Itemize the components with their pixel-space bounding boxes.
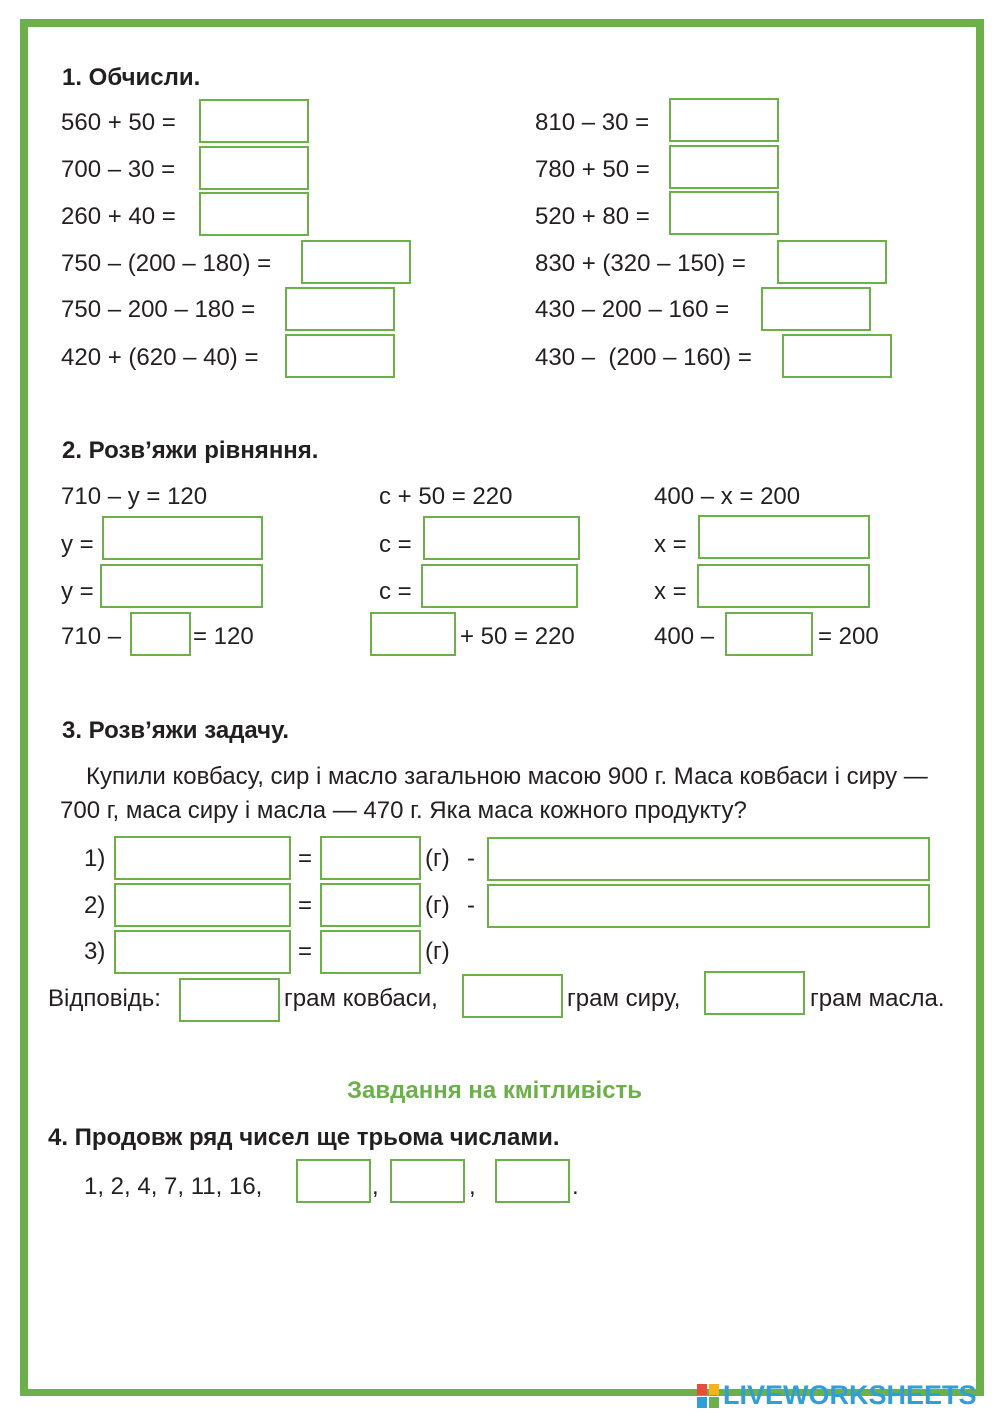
step1-expression-box[interactable] (114, 836, 291, 880)
task1-right-expr-1: 810 – 30 = (535, 109, 650, 136)
task1-left-expr-1: 560 + 50 = (61, 109, 176, 136)
answer-cheese-box[interactable] (462, 974, 563, 1018)
step1-number: 1) (84, 845, 106, 872)
eq1-check-box[interactable] (130, 612, 191, 656)
step2-equals: = (298, 892, 313, 919)
answer-sausage-box[interactable] (179, 978, 280, 1022)
task1-left-expr-5: 750 – 200 – 180 = (61, 296, 256, 323)
answer-butter-text: грам масла. (810, 985, 945, 1012)
eq1-answer-box-2[interactable] (100, 564, 263, 608)
eq3-var-label-1: x = (654, 531, 687, 558)
bonus-title: Завдання на кмітливість (347, 1077, 643, 1104)
answer-box-1-5[interactable] (285, 287, 395, 331)
task1-left-expr-2: 700 – 30 = (61, 156, 176, 183)
sequence-sep-2: , (469, 1173, 476, 1200)
eq3-var-label-2: x = (654, 578, 687, 605)
step3-unit: (г) (425, 938, 450, 965)
task3-problem-text: Купили ковбасу, сир і масло загальною масою 900 г. Маса ковбаси і сиру — 700 г, маса сиру і масла — 470 г. Яка маса кожного продукту? (60, 763, 928, 824)
answer-box-1-7[interactable] (669, 98, 779, 142)
eq2-equation: c + 50 = 220 (379, 483, 513, 510)
answer-box-1-6[interactable] (285, 334, 395, 378)
eq2-answer-box-2[interactable] (421, 564, 578, 608)
eq2-var-label-1: c = (379, 531, 412, 558)
answer-box-1-10[interactable] (777, 240, 887, 284)
task1-right-expr-5: 430 – 200 – 160 = (535, 296, 730, 323)
eq3-check-right: = 200 (818, 623, 879, 650)
task1-left-expr-3: 260 + 40 = (61, 203, 176, 230)
answer-sausage-text: грам ковбаси, (284, 985, 438, 1012)
answer-box-1-1[interactable] (199, 99, 309, 143)
eq3-check-box[interactable] (725, 612, 813, 656)
task1-right-expr-2: 780 + 50 = (535, 156, 650, 183)
eq3-answer-box-1[interactable] (698, 515, 870, 559)
task2-title: 2. Розв’яжи рівняння. (62, 437, 319, 464)
step2-result-box[interactable] (320, 883, 421, 927)
task1-right-expr-3: 520 + 80 = (535, 203, 650, 230)
step1-equals: = (298, 845, 313, 872)
sequence-sep-1: , (372, 1173, 379, 1200)
eq1-var-label-2: y = (61, 578, 94, 605)
task1-right-expr-4: 830 + (320 – 150) = (535, 250, 746, 277)
answer-butter-box[interactable] (704, 971, 805, 1015)
answer-box-1-11[interactable] (761, 287, 871, 331)
answer-cheese-text: грам сиру, (567, 985, 681, 1012)
eq1-equation: 710 – y = 120 (61, 483, 208, 510)
eq3-equation: 400 – x = 200 (654, 483, 801, 510)
answer-box-1-3[interactable] (199, 192, 309, 236)
eq2-var-label-2: c = (379, 578, 412, 605)
task1-left-expr-4: 750 – (200 – 180) = (61, 250, 272, 277)
eq3-answer-box-2[interactable] (697, 564, 870, 608)
answer-box-1-12[interactable] (782, 334, 892, 378)
eq2-check-right: + 50 = 220 (460, 623, 575, 650)
eq1-var-label-1: y = (61, 531, 94, 558)
eq2-answer-box-1[interactable] (423, 516, 580, 560)
step1-unit: (г) (425, 845, 450, 872)
step1-explanation-box[interactable] (487, 837, 930, 881)
task4-title: 4. Продовж ряд чисел ще трьома числами. (48, 1124, 560, 1151)
liveworksheets-logo-icon (697, 1384, 719, 1408)
answer-box-1-9[interactable] (669, 191, 779, 235)
liveworksheets-logo-text: LIVEWORKSHEETS (723, 1380, 977, 1410)
sequence-end: . (572, 1173, 579, 1200)
eq1-check-right: = 120 (193, 623, 254, 650)
task3-title: 3. Розв’яжи задачу. (62, 717, 290, 744)
step1-result-box[interactable] (320, 836, 421, 880)
task1-left-expr-6: 420 + (620 – 40) = (61, 344, 259, 371)
step3-number: 3) (84, 938, 106, 965)
liveworksheets-logo[interactable] (697, 1380, 997, 1410)
step2-unit: (г) (425, 892, 450, 919)
step3-equals: = (298, 938, 313, 965)
sequence-box-3[interactable] (495, 1159, 570, 1203)
step2-dash: - (467, 892, 475, 919)
sequence-text: 1, 2, 4, 7, 11, 16, (84, 1173, 263, 1200)
sequence-box-1[interactable] (296, 1159, 371, 1203)
eq1-answer-box-1[interactable] (102, 516, 263, 560)
step3-result-box[interactable] (320, 930, 421, 974)
answer-box-1-8[interactable] (669, 145, 779, 189)
step2-number: 2) (84, 892, 106, 919)
eq1-check-left: 710 – (61, 623, 122, 650)
eq3-check-left: 400 – (654, 623, 715, 650)
sequence-box-2[interactable] (390, 1159, 465, 1203)
step1-dash: - (467, 845, 475, 872)
answer-box-1-4[interactable] (301, 240, 411, 284)
eq2-check-box[interactable] (370, 612, 456, 656)
answer-label: Відповідь: (48, 985, 161, 1012)
task1-title: 1. Обчисли. (62, 64, 201, 91)
task1-right-expr-6: 430 – (200 – 160) = (535, 344, 752, 371)
answer-box-1-2[interactable] (199, 146, 309, 190)
step2-expression-box[interactable] (114, 883, 291, 927)
step3-expression-box[interactable] (114, 930, 291, 974)
step2-explanation-box[interactable] (487, 884, 930, 928)
